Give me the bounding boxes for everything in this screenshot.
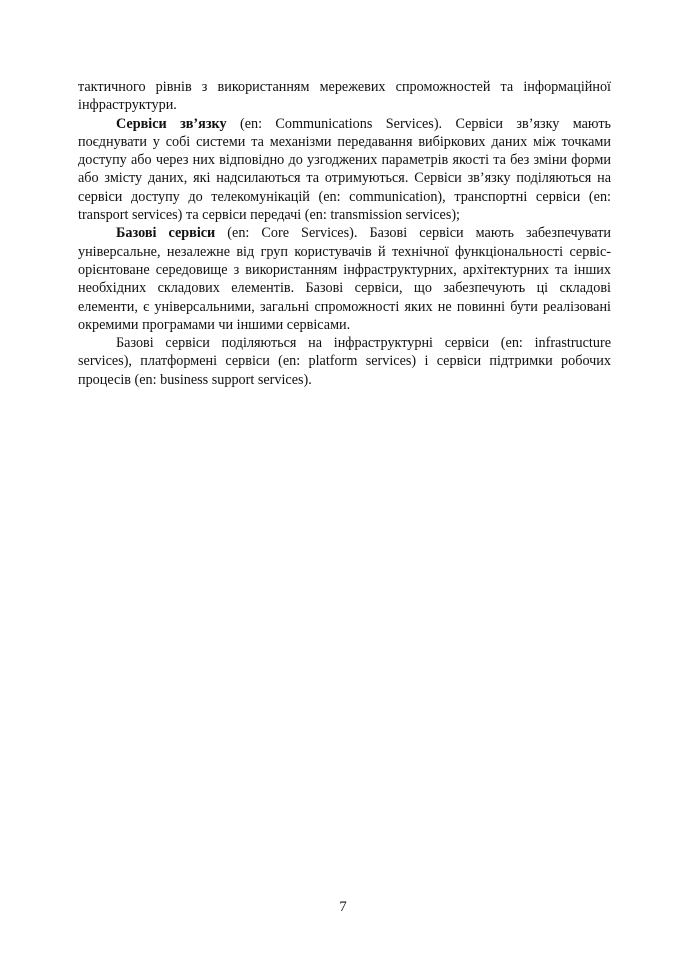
page-number: 7 [339,899,347,915]
paragraph-continuation [78,78,611,115]
paragraph-text: тактичного рівнів з використанням мережевих спроможностей та інформаційної інфраструктури. [78,79,611,114]
paragraph-core-services-division [78,334,611,389]
paragraph-text: (en: Core Services). Базові сервіси мають забезпечувати універсальне, незалежне від груп користувачів й технічної функціональності сервіс-орієнтоване середовище з використанням інфраструктурних, архітектурних та інших необхідних складових елементів. Базові сервіси, що забезпечують ці складові елементи, є універсальними, загальні спроможності яких не повинні бути реалізовані окремими програмами чи іншими сервісами. [78,225,611,333]
paragraph-text: Базові сервіси поділяються на інфраструктурні сервіси (en: infrastructure services), платформені сервіси (en: platform services) і сервіси підтримки робочих процесів (en: business support services). [78,335,611,388]
paragraph-text: (en: Communications Services). Сервіси зв’язку мають поєднувати у собі системи та механізми передавання вибіркових даних між точками доступу або через них відповідно до узгоджених параметрів якості та без зміни форми або змісту даних, які надсилаються та отримуються. Сервіси зв’язку поділяються на сервіси доступу до телекомунікацій (en: communication), транспортні сервіси (en: transport services) та сервіси передачі (en: transmission services); [78,115,611,224]
body-text [78,78,611,389]
term-communications-services: Сервіси зв’язку [116,115,227,132]
paragraph-communications-services [78,115,611,225]
term-core-services: Базові сервіси [116,225,216,242]
paragraph-core-services [78,224,611,334]
